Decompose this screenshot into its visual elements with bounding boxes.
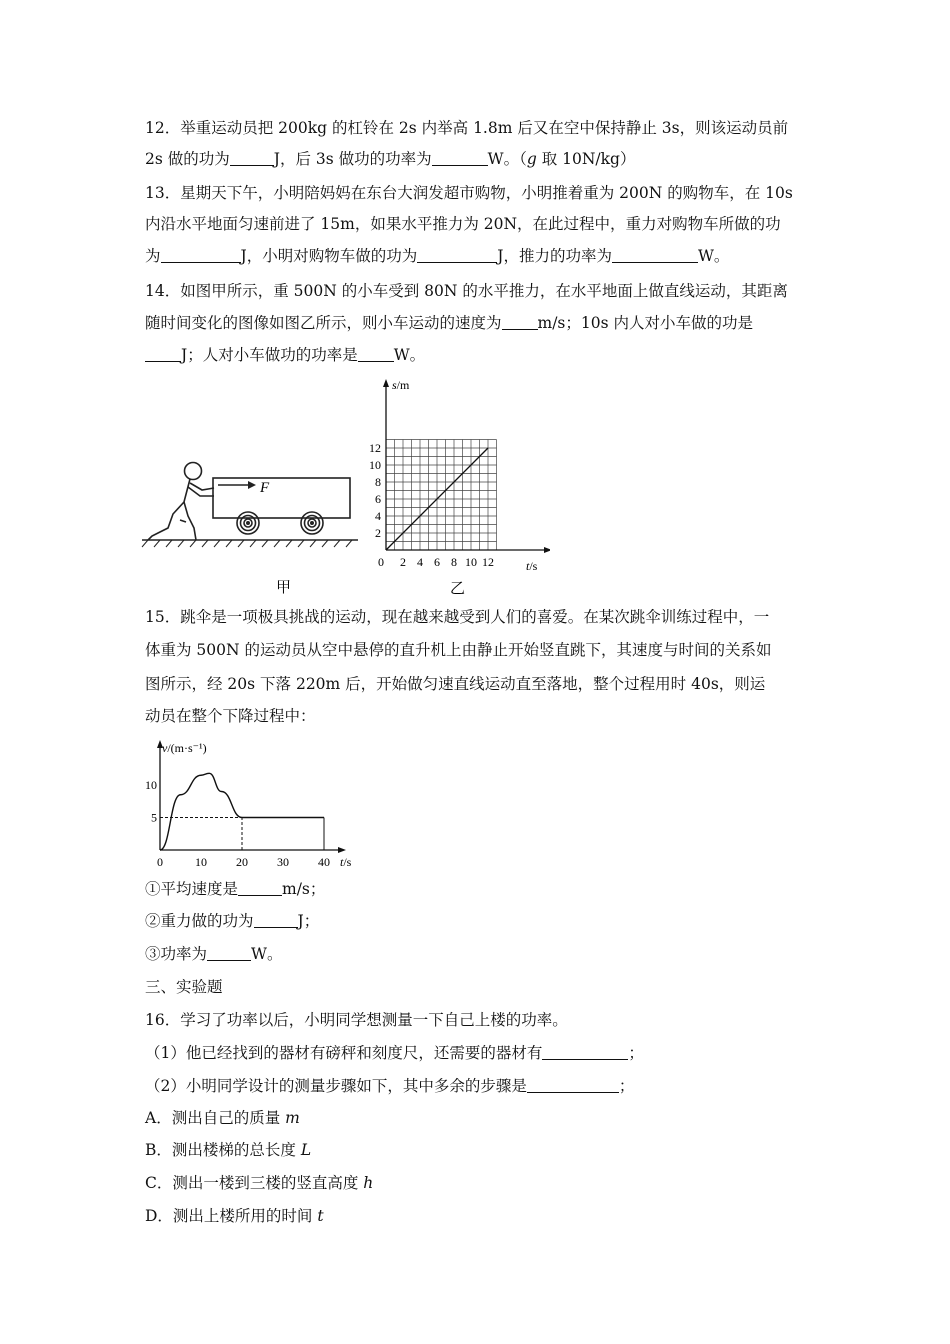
q15-line-3: 图所示，经 20s 下落 220m 后，开始做匀速直线运动直至落地，整个过程用时 40s，则运 [145, 675, 766, 693]
x-axis-arrow [338, 847, 346, 853]
q13-blank-3[interactable] [612, 246, 698, 263]
q13-line-1: 13．星期天下午，小明陪妈妈在东台大润发超市购物，小明推着重为 200N 的购物车，在 10s [145, 184, 793, 202]
cart-figure [140, 450, 365, 600]
x-tick-label: 20 [236, 855, 248, 869]
x-tick-label: 0 [378, 555, 384, 569]
q14-blank-3[interactable] [358, 345, 394, 362]
x-tick-label: 10 [465, 555, 477, 569]
q16-part-2: （2）小明同学设计的测量步骤如下，其中多余的步骤是 ； [145, 1077, 635, 1095]
x-axis-arrow [544, 547, 550, 553]
x-tick-label: 10 [195, 855, 207, 869]
caption-jia: 甲 [276, 580, 292, 596]
y-tick-label: 10 [145, 778, 157, 792]
y-tick-label: 8 [375, 475, 381, 489]
q13-line-3: 为 J，小明对购物车做的功为 J，推力的功率为 W。 [145, 247, 730, 265]
q12-line-2: 2s 做的功为 J，后 3s 做功的功率为 W。（g 取 10N/kg） [145, 150, 636, 168]
y-axis-label: v/(m·s⁻¹) [162, 741, 207, 755]
q13-blank-1[interactable] [161, 246, 241, 263]
q12-blank-2[interactable] [432, 149, 488, 166]
q15-blank-2[interactable] [254, 911, 298, 928]
q12-blank-1[interactable] [230, 149, 274, 166]
y-tick-label: 2 [375, 526, 381, 540]
q16-part-1: （1）他已经找到的器材有磅秤和刻度尺，还需要的器材有 ； [145, 1044, 644, 1062]
y-tick-label: 4 [375, 509, 381, 523]
section-title: 三、实验题 [145, 978, 223, 996]
y-axis-label: s/m [392, 378, 410, 392]
vt-graph [138, 736, 368, 871]
q15-blank-3[interactable] [207, 944, 251, 961]
q14-line-1: 14．如图甲所示，重 500N 的小车受到 80N 的水平推力，在水平地面上做直线运动，其距离 [145, 282, 788, 300]
q15-sub-3: ③功率为 W。 [145, 945, 283, 963]
st-graph [360, 375, 550, 600]
q13-blank-2[interactable] [417, 246, 497, 263]
q16-line-1: 16．学习了功率以后，小明同学想测量一下自己上楼的功率。 [145, 1011, 568, 1029]
q14-blank-2[interactable] [145, 345, 181, 362]
q14-line-2: 随时间变化的图像如图乙所示，则小车运动的速度为 m/s；10s 内人对小车做的功是 [145, 314, 753, 332]
y-tick-label: 6 [375, 492, 381, 506]
q12-line-1: 12．举重运动员把 200kg 的杠铃在 2s 内举高 1.8m 后又在空中保持静止 3s，则该运动员前 [145, 119, 789, 137]
x-tick-label: 6 [434, 555, 440, 569]
q15-blank-1[interactable] [238, 879, 282, 896]
q16-option-d: D．测出上楼所用的时间 t [145, 1207, 324, 1225]
q16-blank-2[interactable] [527, 1076, 619, 1093]
x-tick-label: 8 [451, 555, 457, 569]
x-axis-label: t/s [340, 855, 352, 869]
caption-yi: 乙 [450, 581, 466, 597]
y-axis-arrow [383, 379, 389, 387]
q15-line-1: 15．跳伞是一项极具挑战的运动，现在越来越受到人们的喜爱。在某次跳伞训练过程中，一 [145, 608, 770, 626]
x-tick-label: 4 [417, 555, 423, 569]
x-tick-label: 0 [157, 855, 163, 869]
wheel-left [237, 512, 259, 534]
q16-option-c: C．测出一楼到三楼的竖直高度 h [145, 1174, 374, 1192]
person-figure [148, 463, 214, 541]
q13-line-2: 内沿水平地面匀速前进了 15m，如果水平推力为 20N，在此过程中，重力对购物车所做的功 [145, 215, 781, 233]
x-axis-label: t/s [526, 559, 538, 573]
q16-blank-1[interactable] [542, 1043, 628, 1060]
x-tick-label: 12 [482, 555, 494, 569]
q16-option-b: B．测出楼梯的总长度 L [145, 1141, 312, 1159]
x-tick-label: 2 [400, 555, 406, 569]
q15-line-4: 动员在整个下降过程中： [145, 707, 316, 725]
force-label: F [260, 480, 270, 496]
y-tick-label: 10 [369, 458, 381, 472]
y-tick-label: 5 [151, 810, 157, 825]
x-tick-label: 40 [318, 855, 330, 869]
q16-option-a: A．测出自己的质量 m [145, 1109, 300, 1127]
y-tick-label: 12 [369, 441, 381, 455]
wheel-right [301, 512, 323, 534]
q15-sub-2: ②重力做的功为 J； [145, 912, 320, 930]
force-arrowhead [248, 481, 256, 489]
cart-body [213, 478, 350, 518]
q15-line-2: 体重为 500N 的运动员从空中悬停的直升机上由静止开始竖直跳下，其速度与时间的关系如 [145, 641, 772, 659]
q15-sub-1: ①平均速度是 m/s； [145, 880, 326, 898]
q14-blank-1[interactable] [502, 313, 538, 330]
ground-hatching [142, 540, 352, 547]
x-tick-label: 30 [277, 855, 289, 869]
q14-line-3: J；人对小车做功的功率是 W。 [145, 345, 425, 365]
